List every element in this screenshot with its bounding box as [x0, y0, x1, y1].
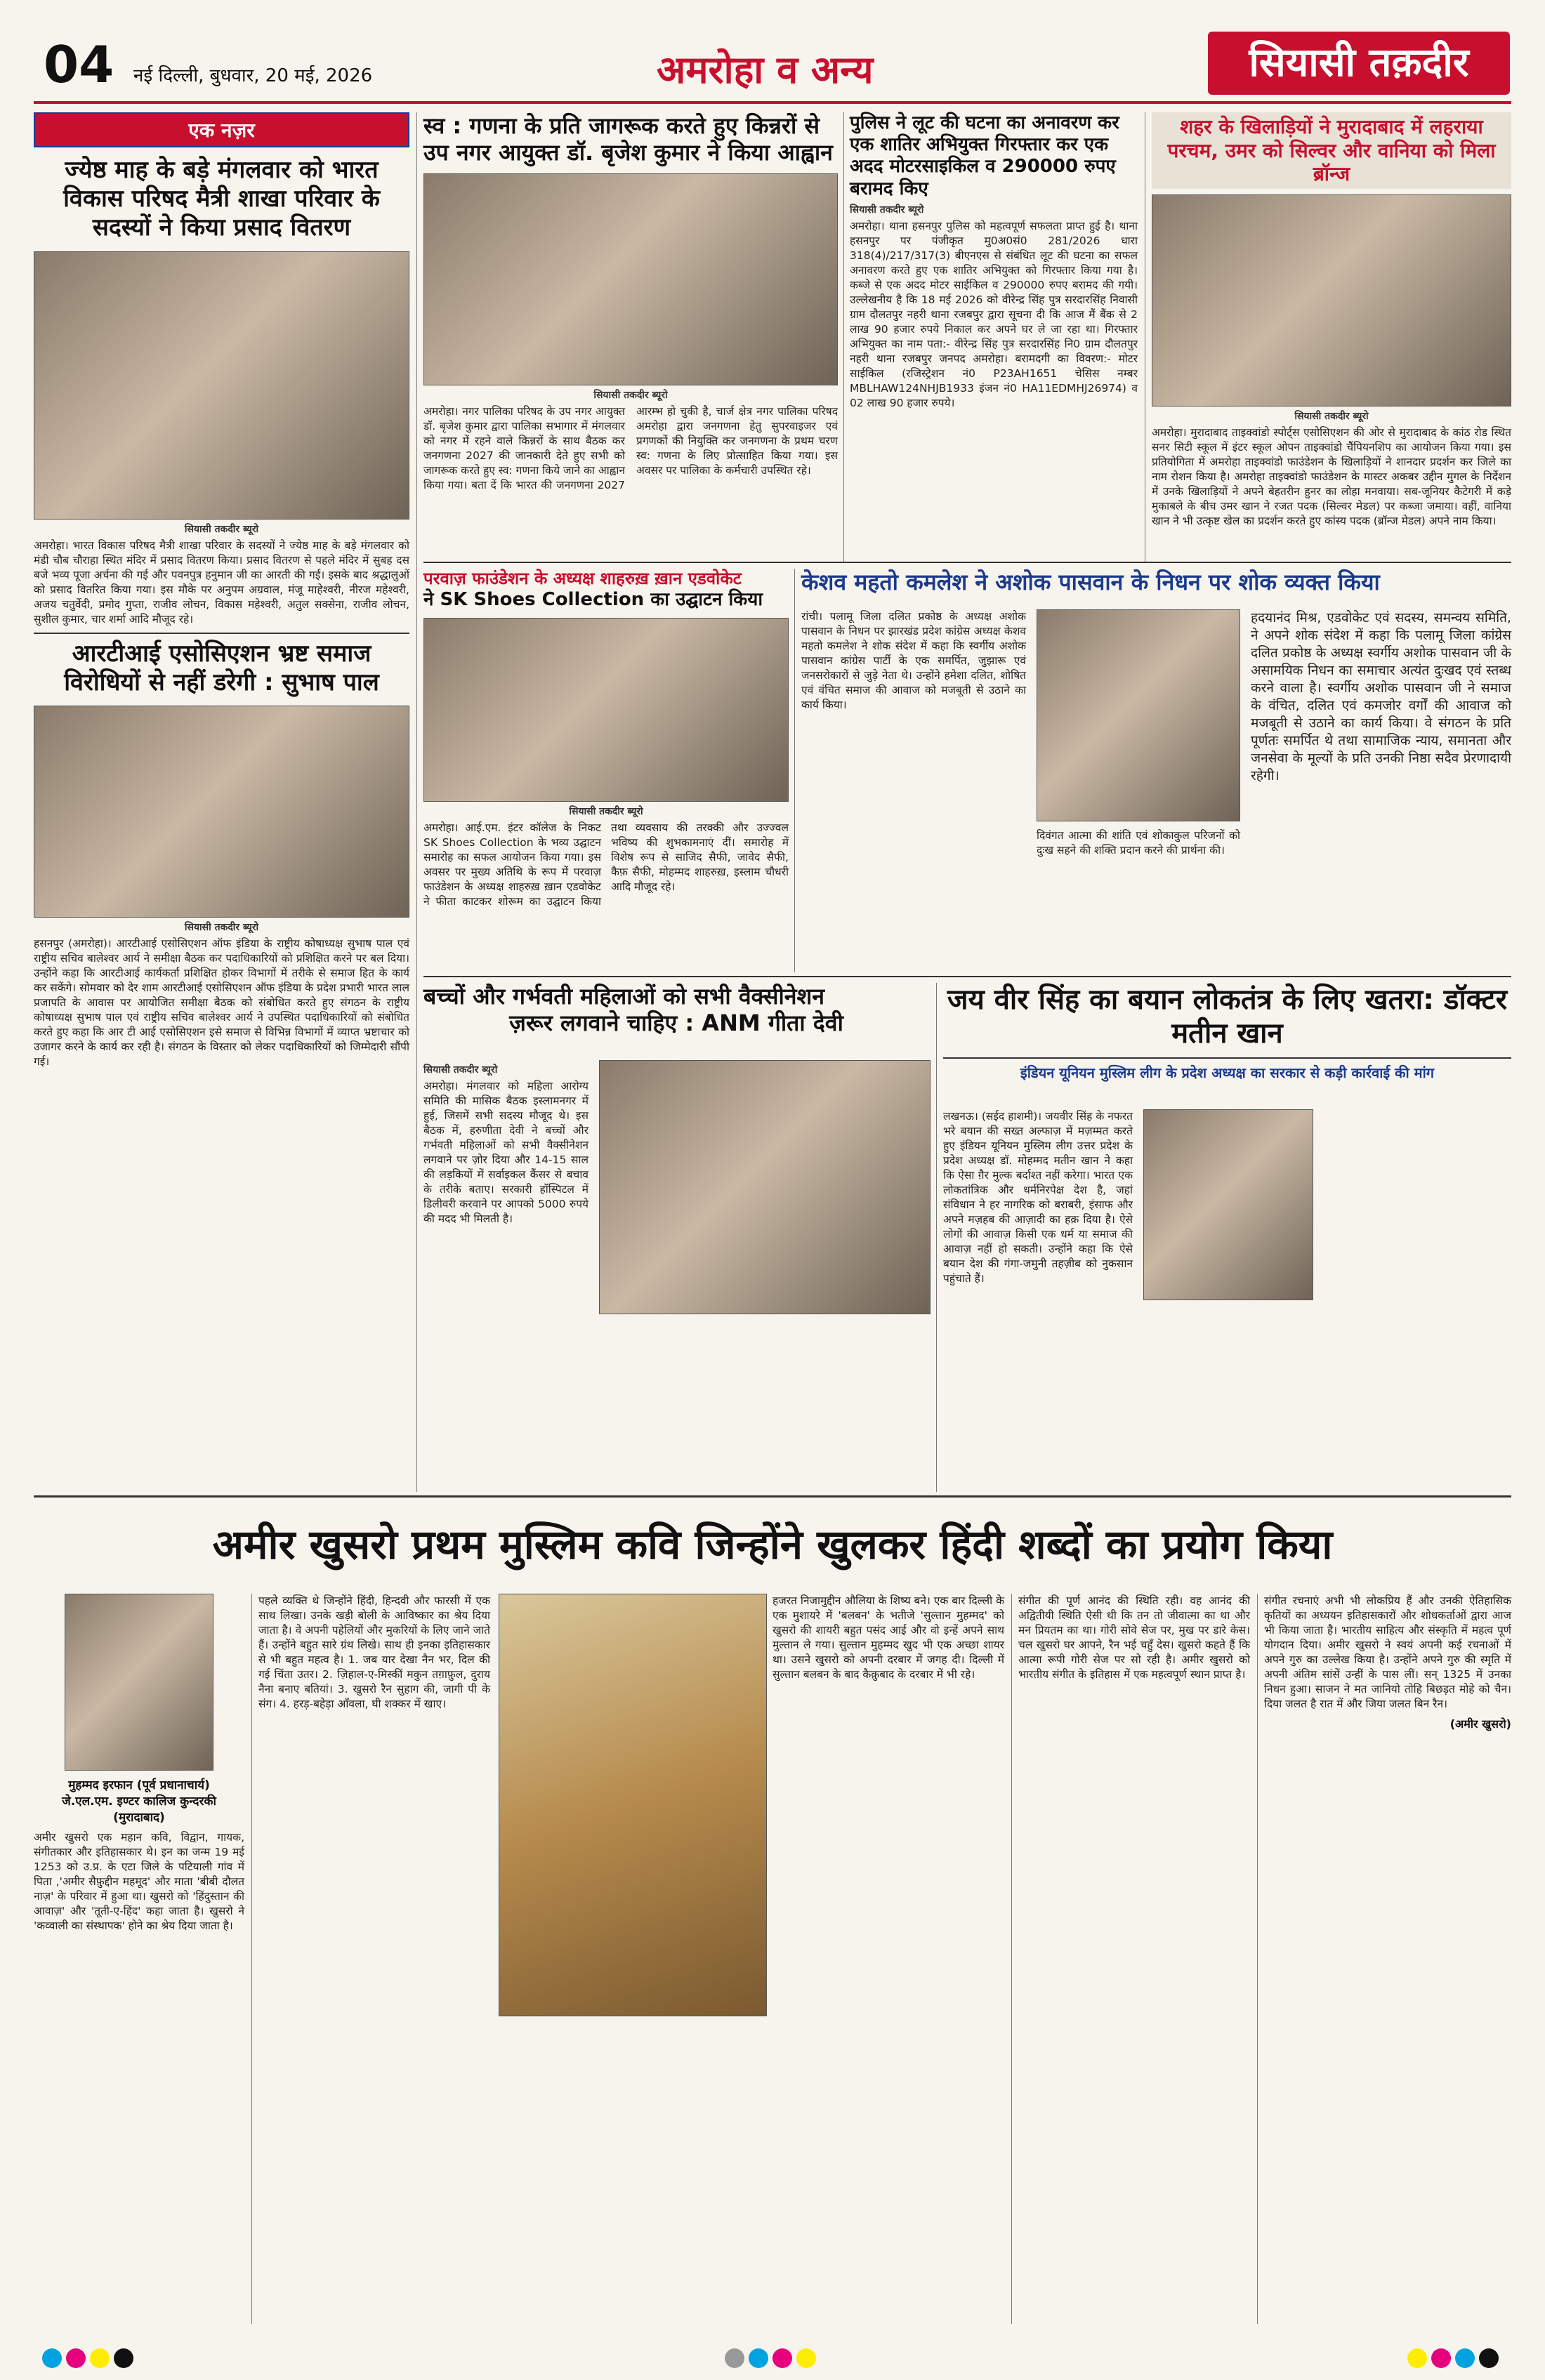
- feature-rule-2: [1011, 1594, 1012, 2324]
- lower-right: [943, 983, 1511, 1285]
- banner: [34, 1502, 1511, 1587]
- col-rule-5: [936, 983, 937, 1492]
- mid-right-col-c: [1251, 609, 1511, 785]
- page-number: 04: [44, 35, 114, 94]
- col-rule-4: [794, 569, 795, 972]
- color-registration-bar: [42, 2348, 1503, 2371]
- feature-rule-3: [1257, 1594, 1258, 2324]
- col2-photo: [423, 173, 838, 385]
- author-line3: (मुरादाबाद): [113, 1811, 165, 1825]
- mid-right-body-3: हदयानंद मिश्र, एडवोकेट एवं सदस्य, समन्वय समिति, ने अपने शोक संदेश में कहा कि पलामू जिला कांग्रेस दलित प्रकोष्ठ के अध्यक्ष स्वर्गीय अशोक पासवान जी के असामयिक निधन का समाचार अत्यंत दुःखद एवं स्तब्ध करने वाला है। स्वर्गीय अशोक पासवान जी ने समाज के वंचित, दलित एवं कमजोर वर्गों की आवाज को मजबूती से उठाने का कार्य किया। वे संगठन के प्रति पूर्णतः समर्पित थे तथा सामाजिक न्याय, समानता और जनसेवा के मूल्यों के प्रति उनकी निष्ठा सदैव प्रेरणादायी रहेगी।: [1251, 610, 1511, 784]
- col2-byline: सियासी तकदीर ब्यूरो: [593, 389, 668, 401]
- feature-intro: अमीर खुसरो एक महान कवि, विद्वान, गायक, संगीतकार और इतिहासकार थे। इन का जन्म 19 मई 1253 को उ.प्र. के एटा जिले के पटियाली गांव में पिता ,'अमीर सैफ़ुद्दीन महमूद' और माता 'बीबी दौलत नाज़' के परिवार में हुआ था। खुसरो को 'हिंदुस्तान की आवाज़' और 'तूती-ए-हिंद' कहा जाता है। खुसरो ने 'कव्वाली का संस्थापक' होने का श्रेय दिया जाता है।: [34, 1831, 244, 1932]
- story2-body: हसनपुर (अमरोहा)। आरटीआई एसोसिएशन ऑफ इंडिया के राष्ट्रीय कोषाध्यक्ष सुभाष पाल एवं राष्ट्रीय सचिव बालेश्वर आर्य ने समीक्षा बैठक कर पदाधिकारियों को प्रशिक्षित करने पर बल दिया। उन्होंने कहा कि आरटीआई कार्यकर्ता प्रशिक्षित होकर विभागों में तरीके से समाज हित के कार्य कर सकेंगे। सोमवार को देर शाम आरटीआई एसोसिएशन ऑफ इंडिया के प्रदेश प्रभारी भारत लाल प्रजापति के आवास पर आयोजित समीक्षा बैठक को संबोधित करते हुए संगठन के राष्ट्रीय कोषाध्यक्ष सुभाष पाल एवं राष्ट्रीय सचिव बालेश्वर आर्य ने उपस्थित पदाधिकारियों को संबोधित करते हुए कहा कि आर टी आई एसोसिएशन इसे समाज से विभिन्न विभागों में व्याप्त भ्रष्टाचार को उजागर करने के कार्य कर रही है। संगठन के विस्तार को लेकर पदाधिकारियों को जिम्मेदारी सौंपी गई।: [34, 937, 409, 1068]
- reg-mark-right: [1407, 2348, 1503, 2371]
- story1-byline: सियासी तकदीर ब्यूरो: [184, 524, 259, 536]
- mid-right-headline: केशव महतो कमलेश ने अशोक पासवान के निधन पर शोक व्यक्त किया: [801, 569, 1380, 595]
- mid-rule: [423, 562, 1511, 563]
- section-title: अमरोहा व अन्य: [657, 48, 874, 92]
- date-line: नई दिल्ली, बुधवार, 20 मई, 2026: [133, 65, 373, 86]
- feature-col5: [1264, 1594, 1511, 1731]
- lower-rule: [423, 976, 1511, 977]
- lower-left-headline-2: ज़रूर लगवाने चाहिए : ANM गीता देवी: [509, 1010, 843, 1037]
- story2-headline: आरटीआई एसोसिएशन भ्रष्ट समाज विरोधियों से नहीं डरेगी : सुभाष पाल: [64, 640, 379, 697]
- mid-left-body: अमरोहा। आई.एम. इंटर कॉलेज के निकट SK Shoes Collection के भव्य उद्घाटन समारोह का सफल आयोजन किया गया। इस अवसर पर मुख्य अतिथि के रूप में परवाज़ फाउंडेशन के अध्यक्ष शाहरुख़ ख़ान एडवोकेट ने फीता काटकर शोरूम का उद्घाटन किया तथा व्यवसाय की तरक्की और उज्ज्वल भविष्य की शुभकामनाएं दीं। समारोह में विशेष रूप से साजिद सैफी, जावेद सैफी, कैफ़ सैफी, मोहम्मद शाहरुख़, इस्लाम चौधरी आदि मौजूद रहे।: [423, 821, 789, 908]
- col4-body: अमरोहा। मुरादाबाद ताइक्वांडो स्पोर्ट्स एसोसिएशन की ओर से मुरादाबाद के कांठ रोड स्थित सनर सिटी स्कूल में इंटर स्कूल ओपन ताइक्वांडो चैंपियनशिप का आयोजन किया गया। इस प्रतियोगिता में अमरोहा ताइक्वांडो फाउंडेशन के खिलाड़ियों ने शानदार प्रदर्शन कर जिले का नाम रोशन किया है। अमरोहा ताइक्वांडो फाउंडेशन के मास्टर अकबर उद्दीन मुगल के निर्देशन में उनके खिलाड़ियों ने अपने बेहतरीन हुनर का लोहा मनवाया। सब-जूनियर कैटेगरी में कड़े मुकाबले के बीच उमर खान ने रजत पदक (सिल्वर मेडल) पर कब्जा जमाया। वहीं, वानिया खान ने भी उत्कृष्ट खेल का प्रदर्शन करते हुए कांस्य पदक (ब्रॉन्ज मेडल) अपने नाम किया।: [1152, 425, 1511, 527]
- story1-photo: [34, 251, 409, 520]
- lower-right-photo: [1143, 1109, 1313, 1300]
- author-line2: जे.एल.एम. इण्टर कालिज कुन्दरकी: [62, 1794, 216, 1809]
- lower-left-photo: [599, 1060, 931, 1314]
- col4-byline: सियासी तकदीर ब्यूरो: [1294, 410, 1369, 422]
- mid-right-photo: [1037, 609, 1240, 821]
- story2-photo: [34, 706, 409, 918]
- feature-rule-1: [251, 1594, 252, 2324]
- masthead: [0, 0, 1545, 105]
- lower-right-body: लखनऊ। (सईद हाशमी)। जयवीर सिंह के नफरत भरे बयान की सख्त अल्फाज़ में मज़म्मत करते हुए इंडियन यूनियन मुस्लिम लीग उत्तर प्रदेश के प्रदेश अध्यक्ष डॉ. मोहम्मद मतीन खान ने कहा कि ऐसा ग़ैर मुल्क बर्दाश्त नहीं करेगा। भारत एक लोकतांत्रिक और धर्मनिरपेक्ष देश है, जहां संविधान ने हर नागरिक को बराबरी, इंसाफ और अपने मज़हब की आज़ादी का हक़ दिया है। ऐसे लोगों की आवाज़ किसी एक धर्म या समाज की आवाज़ नहीं हो सकती। उन्होंने कहा कि ऐसे बयान देश की गंगा-जमुनी तहज़ीब को नुकसान पहुंचाते हैं।: [943, 1110, 1133, 1285]
- paper-name: सियासी तक़दीर: [1249, 40, 1469, 86]
- lower-right-subhead: इंडियन यूनियन मुस्लिम लीग के प्रदेश अध्यक्ष का सरकार से कड़ी कार्रवाई की मांग: [943, 1057, 1511, 1082]
- col4-top: [1152, 112, 1511, 529]
- khusro-painting: [499, 1594, 767, 2016]
- author-photo: [65, 1594, 213, 1771]
- story2-byline: सियासी तकदीर ब्यूरो: [184, 921, 259, 933]
- mid-right-body-2: दिवंगत आत्मा की शांति एवं शोकाकुल परिजनों को दुःख सहने की शक्ति प्रदान करने की प्रार्थना की।: [1037, 829, 1240, 857]
- story1-body: अमरोहा। भारत विकास परिषद मैत्री शाखा परिवार के सदस्यों ने ज्येष्ठ माह के बड़े मंगलवार को मंडी चौब चौराहा स्थित मंदिर में प्रसाद वितरण किया। प्रसाद वितरण से पहले मंदिर में सुबह दस बजे भव्य पूजा अर्चना की गई और पवनपुत्र हनुमान जी का आरती की गई। इसके बाद श्रद्धालुओं को प्रसाद वितरित किया गया। इस मौके पर अनुपम अग्रवाल, मंजू माहेश्वरी, नीरज महेश्वरी, अजय चतुर्वेदी, प्रमोद गुप्ता, राजीव लोचन, विकास महेश्वरी, अतुल सक्सेना, राजीव लोचन, सुशील कुमार, चार शर्मा आदि मौजूद रहे।: [34, 539, 409, 626]
- story1-headline: ज्येष्ठ माह के बड़े मंगलवार को भारत विकास परिषद मैत्री शाखा परिवार के सदस्यों ने किया प्रसाद वितरण: [63, 156, 380, 242]
- lower-left-text-col: [423, 1060, 589, 1227]
- col3-top: [850, 112, 1138, 411]
- feature-col4-text: संगीत की पूर्ण आनंद की स्थिति रही। वह आनंद की अद्वितीयी स्थिति ऐसी थी कि तन तो जीवात्मा का था और मन प्रियतम का था। गोरी सोवे सेज पर, मुख पर डारे केस। चल खुसरो घर आपने, रैन भई चहुँ देस। खुसरो कहते हैं कि आत्मा रूपी गोरी सेज पर सो रही है। अमीर खुसरो को भारतीय संगीत के इतिहास में एक महत्वपूर्ण स्थान प्राप्त है।: [1018, 1594, 1250, 1681]
- feature-col2-text: पहले व्यक्ति थे जिन्होंने हिंदी, हिन्दवी और फारसी में एक साथ लिखा। उनके खड़ी बोली के आविष्कार का श्रेय दिया जाता है। वे अपनी पहेलियों और मुकरियों के लिए जाने जाते हैं। उन्होंने बहुत सारे ग्रंथ लिखे। साथ ही इनका इतिहासकार से भी बहुत महत्व है। 1. जब यार देखा नैन भर, दिल की गई चिंता उतर। 2. ज़िहाल-ए-मिस्कीं मकुन तग़ाफ़ुल, दुराय नैना बनाए बतियां। 3. खुसरो रैन सुहाग की, जागी पी के संग। 4. हरड़-बहेड़ा आँवला, घी शक्कर में खाए।: [258, 1594, 490, 1710]
- mid-left: [423, 569, 789, 909]
- mid-right-body-1: रांची। पलामू जिला दलित प्रकोष्ठ के अध्यक्ष अशोक पासवान के निधन पर झारखंड प्रदेश कांग्रेस अध्यक्ष केशव महतो कमलेश ने शोक संदेश में कहा कि स्वर्गीय अशोक पासवान कांग्रेस पार्टी के एक समर्पित, जुझारू एवं जनसरोकारों से जुड़े नेता थे। उन्होंने हमेशा दलित, शोषित एवं वंचित समाज की आवाज को मजबूती से उठाने का कार्य किया।: [801, 610, 1026, 711]
- masthead-rule: [34, 101, 1511, 104]
- lower-left-body: अमरोहा। मंगलवार को महिला आरोग्य समिति की मासिक बैठक इस्लामनगर में हुई, जिसमें सभी सदस्य मौजूद थे। इस बैठक में, हरुणीता देवी ने बच्चों और गर्भवती महिलाओं को सभी वैक्सीनेशन लगवाने पर ज़ोर दिया और 14-15 साल की लड़कियों में सर्वाइकल कैंसर से बचाव के तरीके बताए। सरकारी हॉस्पिटल में डिलीवरी करवाने पर आपको 5000 रुपये की मदद भी मिलती है।: [423, 1080, 589, 1225]
- ek-nazar-kicker: एक नज़र: [34, 112, 409, 147]
- lower-right-headline: जय वीर सिंह का बयान लोकतंत्र के लिए खतरा: डॉक्टर मतीन खान: [947, 984, 1508, 1050]
- col1: [34, 112, 409, 1069]
- feature-signoff: (अमीर खुसरो): [1449, 1717, 1511, 1731]
- col2-body: अमरोहा। नगर पालिका परिषद के उप नगर आयुक्त डॉ. बृजेश कुमार द्वारा पालिका सभागार में मंगलवार को नगर में रहने वाले किन्नरों के साथ बैठक कर जनगणना 2027 की जानकारी देते हुए सभी को जागरूक करते हुए स्व: गणना किये जाने का आह्वान किया गया। बता दें कि भारत की जनगणना 2027 आरम्भ हो चुकी है, चार्ज क्षेत्र नगर पालिका परिषद अमरोहा द्वारा जनगणना हेतु सुपरवाइजर एवं प्रगणकों की नियुक्ति कर जनगणना के प्रथम चरण स्व: गणना के लिए प्रोत्साहित किया गया। इस अवसर पर पालिका के कर्मचारी उपस्थित रहे।: [423, 404, 838, 491]
- col-rule-1: [416, 112, 417, 1492]
- mid-right-col-b: [1037, 609, 1240, 858]
- col3-byline: सियासी तकदीर ब्यूरो: [850, 204, 924, 216]
- paper-name-box: [1208, 32, 1510, 95]
- mid-left-byline: सियासी तकदीर ब्यूरो: [569, 805, 643, 817]
- feature-col3-text: हजरत निजामुद्दीन औलिया के शिष्य बने। एक बार दिल्ली के एक मुशायरे में 'बलबन' के भतीजे 'सुल्तान मुहम्मद' को खुसरो की शायरी बहुत पसंद आई और वो इन्हें अपने साथ मुल्तान ले गया। सुल्तान मुहम्मद खुद भी एक अच्छा शायर था। उसने खुसरो को अपनी दरबार में जगह दी। दिल्ली में सुल्तान बलबन के बाद कैक़ुबाद के दरबार में भी रहे।: [772, 1594, 1004, 1681]
- feature-col3: [772, 1594, 1004, 1682]
- banner-top-rule: [34, 1495, 1511, 1498]
- lower-right-text-col: [943, 1109, 1133, 1286]
- col3-body: अमरोहा। थाना हसनपुर पुलिस को महत्वपूर्ण सफलता प्राप्त हुई है। थाना हसनपुर पर पंजीकृत मु0अ0सं0 281/2026 धारा 318(4)/217/317(3) बीएनएस से संबंधित लूट की घटना का सफल अनावरण करते हुए एक शातिर अभियुक्त को गिरफ्तार किया गया है। कब्जे से एक अदद मोटर साईकिल व 290000 रुपए बरामद की गयी। उल्लेखनीय है कि 18 मई 2026 को वीरेन्द्र सिंह पुत्र सरदारसिंह निवासी ग्राम दौलतपुर नहरी थाना रजबपुर द्वारा सूचना दी कि आज मैं बैंक से 2 लाख 90 हजार रुपये निकाल कर अपने घर ले जा रहा था। गिरफ्तार अभियुक्त का नाम पता:- वीरेन्द्र सिंह पुत्र सरदारसिंह नि0 ग्राम दौलतपुर नहरी थाना रजबपुर जनपद अमरोहा। बरामदगी का विवरण:- मोटर साईकिल (रजिस्ट्रेशन नं0 P23AH1651 चेसिस नम्बर MBLHAW124NHJB1933 इंजन नं0 HA11EDMHJ26974) व 02 लाख 90 हजार रुपये।: [850, 219, 1138, 409]
- col-rule-2: [843, 112, 844, 562]
- reg-mark-left: [42, 2348, 138, 2371]
- mid-left-photo: [423, 618, 789, 802]
- mid-right-col-a: [801, 609, 1026, 713]
- lower-left-headline-1: बच्चों और गर्भवती महिलाओं को सभी वैक्सीनेशन: [423, 983, 825, 1010]
- lower-left-byline: सियासी तकदीर ब्यूरो: [423, 1064, 498, 1076]
- feature-col1: [34, 1594, 244, 1933]
- banner-headline: अमीर खुसरो प्रथम मुस्लिम कवि जिन्होंने खुलकर हिंदी शब्दों का प्रयोग किया: [212, 1521, 1333, 1568]
- mid-left-headline-1: परवाज़ फाउंडेशन के अध्यक्ष शाहरुख़ ख़ान एडवोकेट: [423, 569, 742, 588]
- col4-photo: [1152, 194, 1511, 406]
- lower-left: [423, 983, 929, 1225]
- col2-top: [423, 112, 838, 493]
- col4-headline: शहर के खिलाड़ियों ने मुरादाबाद में लहराया परचम, उमर को सिल्वर और वानिया को मिला ब्रॉन्ज: [1152, 112, 1511, 189]
- author-name: मुहम्मद इरफान (पूर्व प्रधानाचार्य): [68, 1778, 210, 1792]
- col2-headline: स्व : गणना के प्रति जागरूक करते हुए किन्नरों से उप नगर आयुक्त डॉ. बृजेश कुमार ने किया आह्वान: [423, 112, 833, 166]
- col3-headline: पुलिस ने लूट की घटना का अनावरण कर एक शातिर अभियुक्त गिरफ्तार कर एक अदद मोटरसाइकिल व 290000 रुपए बरामद किए: [850, 112, 1119, 199]
- feature-col5-text: संगीत रचनाएं अभी भी लोकप्रिय हैं और उनकी ऐतिहासिक कृतियों का अध्ययन इतिहासकारों और शोधकर्ताओं द्वारा आज भी किया जाता है। भारतीय साहित्य और संस्कृति में महत्व पूर्ण योगदान दिया। अमीर खुसरो ने स्वयं अपनी कई रचनाओं में अपने गुरु का उल्लेख किया है। उन्होंने अपने गुरु की स्मृति में अपनी अंतिम सांसें उन्हीं के पास लीं। सन् 1325 में उनका निधन हुआ। साजन ने मत जानियो तोहि बिछड़त मोहे को चैन। दिया जलत है रात में और जिया जलत बिन रैन।: [1264, 1594, 1511, 1710]
- feature-col4: [1018, 1594, 1250, 1682]
- reg-mark-center: [725, 2348, 820, 2371]
- mid-right: [801, 569, 1511, 857]
- feature-col2: [258, 1594, 490, 1712]
- mid-left-headline-2: ने SK Shoes Collection का उद्घाटन किया: [423, 588, 763, 610]
